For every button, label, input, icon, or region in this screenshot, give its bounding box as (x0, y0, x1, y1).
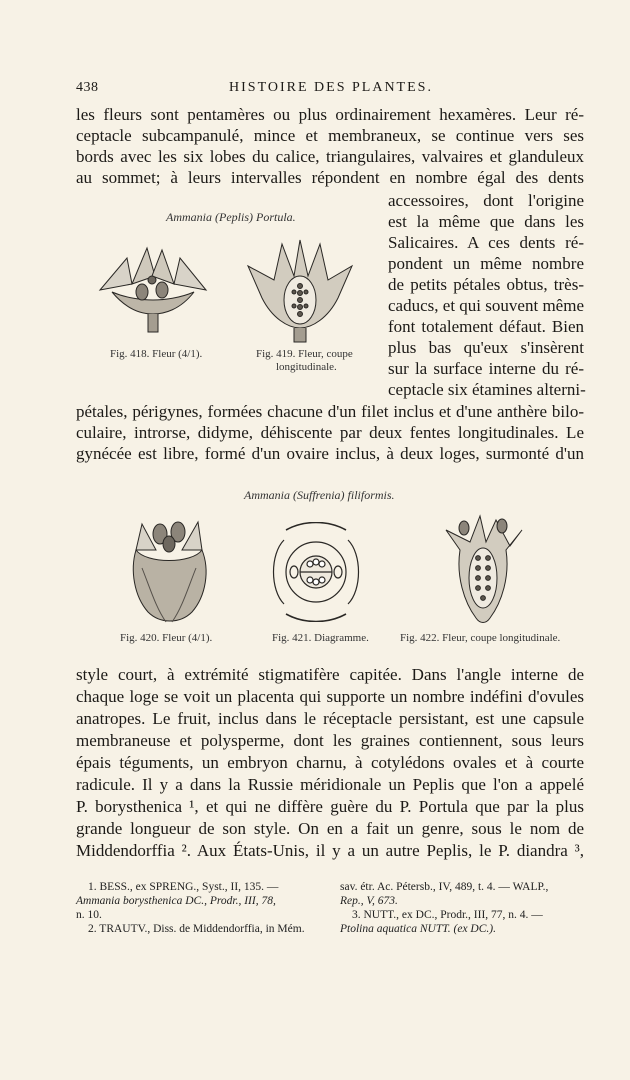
body-line: est la même que dans les (388, 212, 584, 231)
footnote-line: Ptolina aquatica NUTT. (ex DC.). (340, 923, 496, 935)
fig-421-caption: Fig. 421. Diagramme. (272, 632, 369, 644)
body-line: sur la surface interne du ré- (388, 359, 584, 378)
figure-group-title: Ammania (Peplis) Portula. (166, 210, 296, 224)
footnote-line: 1. BESS., ex SPRENG., Syst., II, 135. — (88, 881, 279, 893)
footnote-line: sav. étr. Ac. Pétersb., IV, 489, t. 4. — WALP., (340, 881, 549, 893)
fig-420-caption: Fig. 420. Fleur (4/1). (120, 632, 213, 644)
body-line: les fleurs sont pentamères ou plus ordinairement hexamères. Leur ré- (76, 105, 584, 124)
body-line: au sommet; à leurs intervalles répondent en nombre égal des dents (76, 168, 584, 187)
page-header (76, 80, 586, 100)
fig-422-caption: Fig. 422. Fleur, coupe longitudinale. (400, 632, 561, 644)
body-line: gynécée est libre, formé d'un ovaire inclus, à deux loges, surmonté d'un (76, 444, 584, 463)
fig-418-caption: Fig. 418. Fleur (4/1). (110, 348, 203, 360)
page-number: 438 (76, 80, 99, 95)
footnote-line: n. 10. (76, 909, 102, 921)
fig-419-caption-line2: longitudinale. (276, 361, 337, 373)
body-line: Middendorffia ². Aux États-Unis, il y a un autre Peplis, le P. diandra ³, (76, 841, 584, 860)
body-line: de petits pétales obtus, très- (388, 275, 584, 294)
body-line: épais téguments, un embryon charnu, à cotylédons ovales et à courte (76, 753, 584, 772)
body-line: Salicaires. A ces dents ré- (388, 233, 584, 252)
body-line: grande longueur de son style. On en a fait un genre, sous le nom de (76, 819, 584, 838)
footnote-line: Rep., V, 673. (340, 895, 398, 907)
body-line: style court, à extrémité stigmatifère capitée. Dans l'angle interne de (76, 665, 584, 684)
body-line: membraneuse et polysperme, dont les graines contiennent, sous leurs (76, 731, 584, 750)
running-title: HISTOIRE DES PLANTES. (229, 80, 433, 95)
footnote-line: 2. TRAUTV., Diss. de Middendorffia, in Mém. (88, 923, 305, 935)
fig-419-section-illustration (242, 236, 358, 346)
body-line: plus bas qu'eux s'insèrent (388, 338, 584, 357)
body-line: accessoires, dont l'origine (388, 191, 584, 210)
footnote-line: Ammania borysthenica DC., Prodr., III, 78, (76, 895, 276, 907)
body-line: chaque loge se voit un placenta qui supporte un nombre indéfini d'ovules (76, 687, 584, 706)
fig-422-section-illustration (436, 506, 530, 630)
fig-418-flower-illustration (92, 240, 214, 345)
body-line: pétales, périgynes, formées chacune d'un filet inclus et d'une anthère bilo- (76, 402, 584, 421)
body-line: ceptacle subcampanulé, mince et membraneux, se continue vers ses (76, 126, 584, 145)
body-line: bords avec les six lobes du calice, triangulaires, valvaires et glanduleux (76, 147, 584, 166)
fig-421-diagram-illustration (268, 522, 364, 622)
fig-420-flower-illustration (122, 510, 216, 630)
body-line: culaire, introrse, didyme, déhiscente par deux fentes longitudinales. Le (76, 423, 584, 442)
body-line: pondent un même nombre (388, 254, 584, 273)
footnote-line: 3. NUTT., ex DC., Prodr., III, 77, n. 4. — (352, 909, 543, 921)
body-line: radicule. Il y a dans la Russie méridionale un Peplis que l'on a appelé (76, 775, 584, 794)
fig-419-caption-line1: Fig. 419. Fleur, coupe (256, 348, 353, 360)
body-line: P. borysthenica ¹, et qui ne diffère guère du P. Portula que par la plus (76, 797, 584, 816)
body-line: ceptacle six étamines alterni- (388, 380, 586, 399)
body-line: caducs, et qui souvent même (388, 296, 584, 315)
body-line: anatropes. Le fruit, inclus dans le réceptacle persistant, est une capsule (76, 709, 584, 728)
figure-group-title: Ammania (Suffrenia) filiformis. (244, 488, 395, 502)
body-line: font totalement défaut. Bien (388, 317, 584, 336)
